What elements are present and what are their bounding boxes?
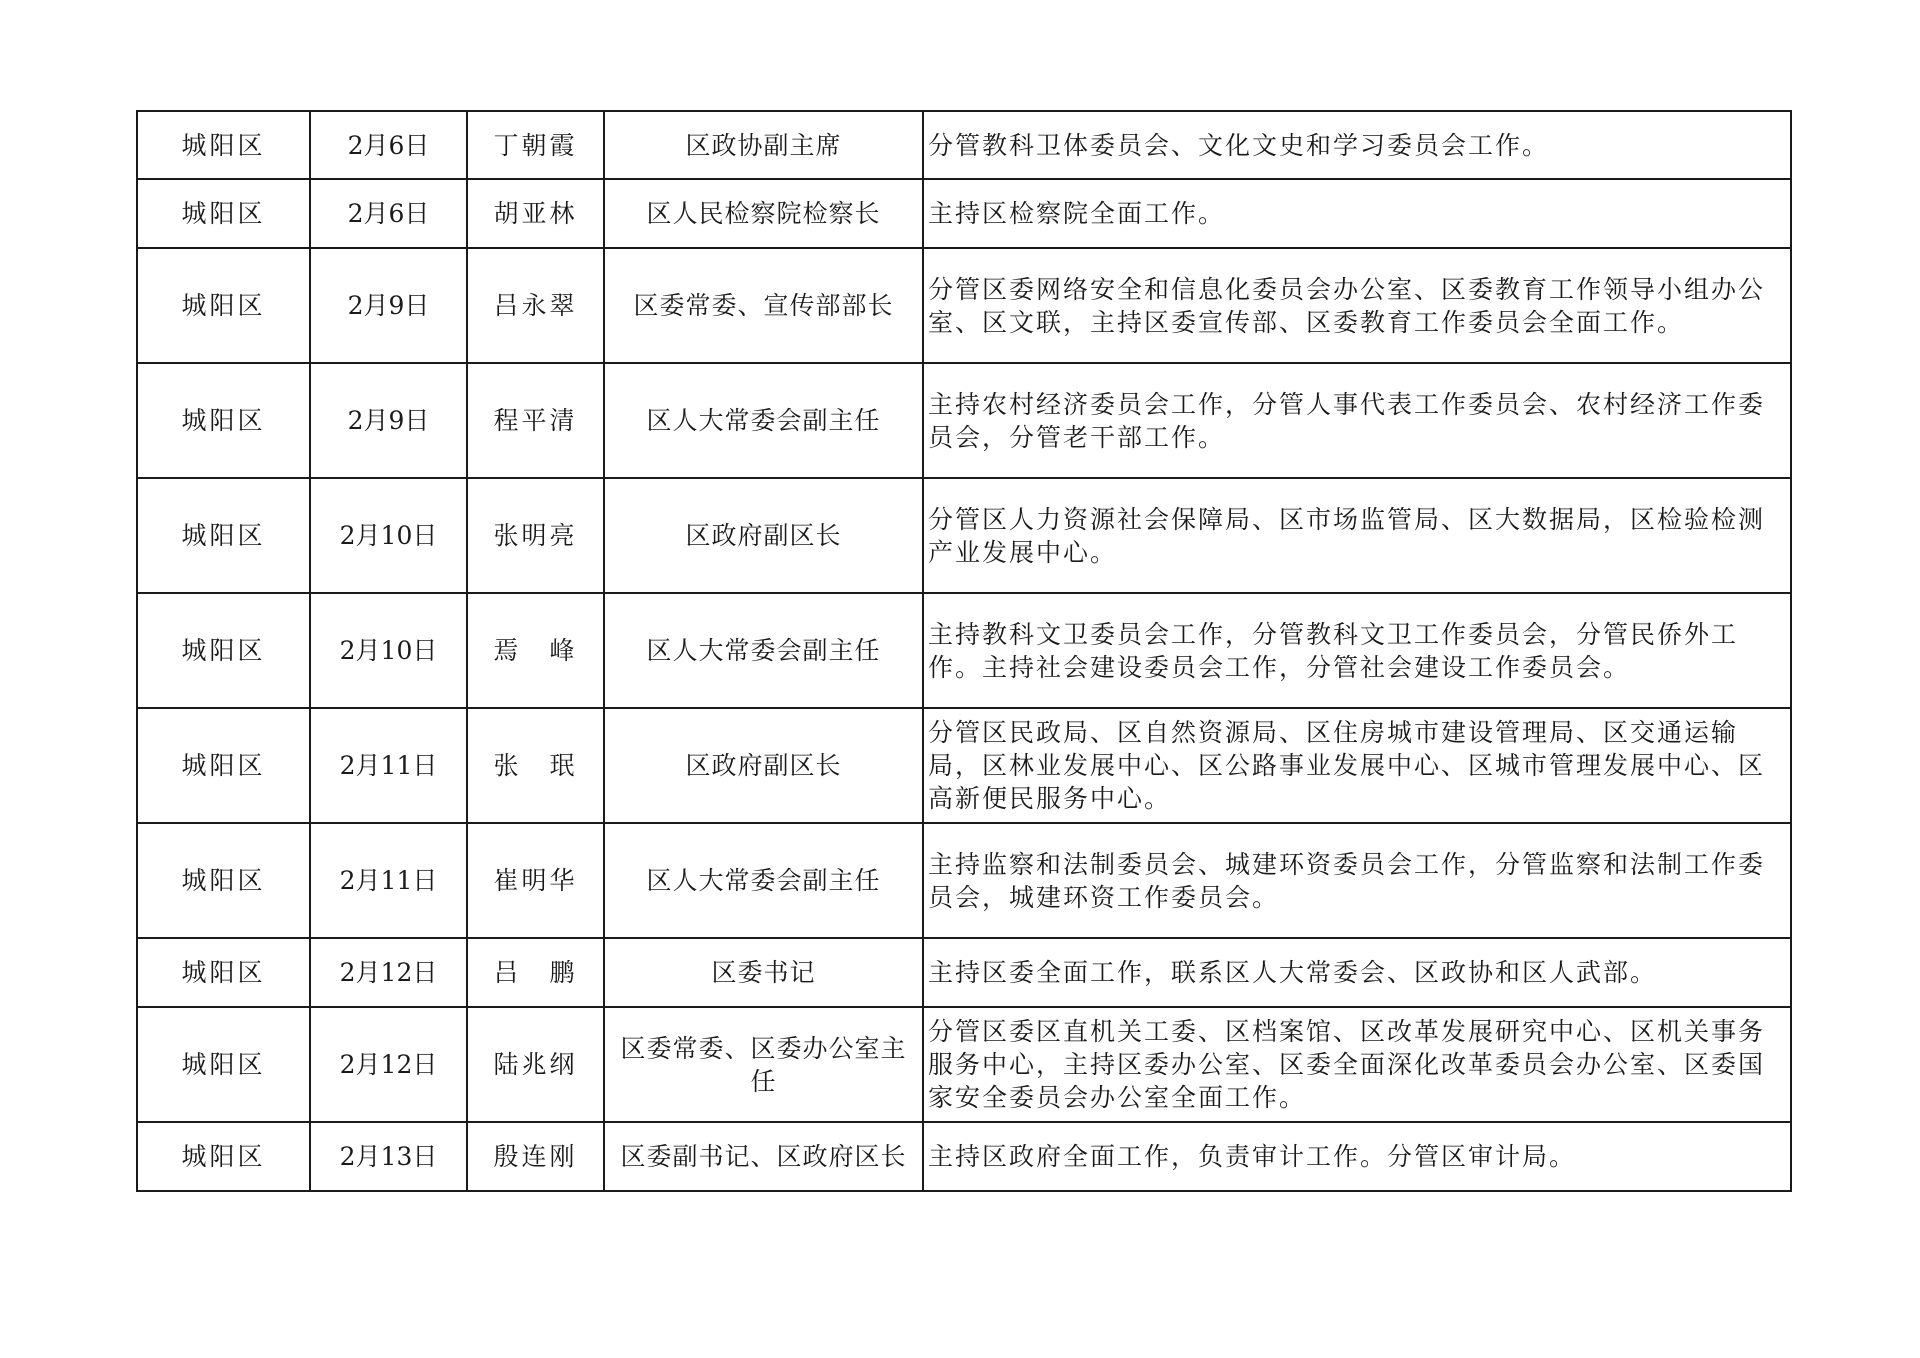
title-cell: 区委常委、区委办公室主任 (604, 1007, 923, 1122)
duty-cell: 分管区委网络安全和信息化委员会办公室、区委教育工作领导小组办公室、区文联，主持区委宣传部、区委教育工作委员会全面工作。 (923, 248, 1791, 363)
duty-cell: 主持区政府全面工作，负责审计工作。分管区审计局。 (923, 1122, 1791, 1191)
table-row (137, 179, 1791, 248)
district-cell: 城阳区 (137, 111, 310, 179)
title-cell: 区政协副主席 (604, 111, 923, 179)
title-cell: 区政府副区长 (604, 478, 923, 593)
date-cell: 2月9日 (310, 363, 467, 478)
duty-cell: 分管教科卫体委员会、文化文史和学习委员会工作。 (923, 111, 1791, 179)
district-cell: 城阳区 (137, 593, 310, 708)
title-cell: 区人民检察院检察长 (604, 179, 923, 248)
duty-cell: 分管区人力资源社会保障局、区市场监管局、区大数据局，区检验检测产业发展中心。 (923, 478, 1791, 593)
duty-cell: 主持区检察院全面工作。 (923, 179, 1791, 248)
title-cell: 区委常委、宣传部部长 (604, 248, 923, 363)
date-cell: 2月10日 (310, 478, 467, 593)
name-cell: 吕永翠 (467, 248, 604, 363)
district-cell: 城阳区 (137, 478, 310, 593)
table-row (137, 938, 1791, 1007)
name-cell: 丁朝霞 (467, 111, 604, 179)
title-cell: 区人大常委会副主任 (604, 823, 923, 938)
date-cell: 2月6日 (310, 179, 467, 248)
duty-cell: 主持监察和法制委员会、城建环资委员会工作，分管监察和法制工作委员会，城建环资工作委员会。 (923, 823, 1791, 938)
name-cell: 程平清 (467, 363, 604, 478)
date-cell: 2月13日 (310, 1122, 467, 1191)
table-row (137, 363, 1791, 478)
title-cell: 区人大常委会副主任 (604, 593, 923, 708)
name-cell: 张 珉 (467, 708, 604, 823)
date-cell: 2月9日 (310, 248, 467, 363)
date-cell: 2月11日 (310, 823, 467, 938)
district-cell: 城阳区 (137, 248, 310, 363)
name-cell: 陆兆纲 (467, 1007, 604, 1122)
duty-cell: 主持农村经济委员会工作，分管人事代表工作委员会、农村经济工作委员会，分管老干部工作。 (923, 363, 1791, 478)
date-cell: 2月12日 (310, 1007, 467, 1122)
table-row (137, 593, 1791, 708)
district-cell: 城阳区 (137, 1007, 310, 1122)
duty-cell: 分管区民政局、区自然资源局、区住房城市建设管理局、区交通运输局，区林业发展中心、区公路事业发展中心、区城市管理发展中心、区高新便民服务中心。 (923, 708, 1791, 823)
district-cell: 城阳区 (137, 179, 310, 248)
table-row (137, 1007, 1791, 1122)
district-cell: 城阳区 (137, 1122, 310, 1191)
name-cell: 胡亚林 (467, 179, 604, 248)
schedule-table-body (137, 111, 1791, 1191)
date-cell: 2月6日 (310, 111, 467, 179)
date-cell: 2月11日 (310, 708, 467, 823)
schedule-table (136, 110, 1792, 1192)
district-cell: 城阳区 (137, 708, 310, 823)
name-cell: 张明亮 (467, 478, 604, 593)
title-cell: 区委书记 (604, 938, 923, 1007)
title-cell: 区人大常委会副主任 (604, 363, 923, 478)
date-cell: 2月12日 (310, 938, 467, 1007)
title-cell: 区委副书记、区政府区长 (604, 1122, 923, 1191)
duty-cell: 主持区委全面工作，联系区人大常委会、区政协和区人武部。 (923, 938, 1791, 1007)
name-cell: 焉 峰 (467, 593, 604, 708)
table-row (137, 111, 1791, 179)
date-cell: 2月10日 (310, 593, 467, 708)
district-cell: 城阳区 (137, 363, 310, 478)
district-cell: 城阳区 (137, 938, 310, 1007)
table-row (137, 1122, 1791, 1191)
table-row (137, 823, 1791, 938)
duty-cell: 分管区委区直机关工委、区档案馆、区改革发展研究中心、区机关事务服务中心，主持区委办公室、区委全面深化改革委员会办公室、区委国家安全委员会办公室全面工作。 (923, 1007, 1791, 1122)
name-cell: 殷连刚 (467, 1122, 604, 1191)
district-cell: 城阳区 (137, 823, 310, 938)
table-row (137, 248, 1791, 363)
title-cell: 区政府副区长 (604, 708, 923, 823)
duty-cell: 主持教科文卫委员会工作，分管教科文卫工作委员会，分管民侨外工作。主持社会建设委员会工作，分管社会建设工作委员会。 (923, 593, 1791, 708)
name-cell: 吕 鹏 (467, 938, 604, 1007)
table-row (137, 708, 1791, 823)
table-row (137, 478, 1791, 593)
name-cell: 崔明华 (467, 823, 604, 938)
